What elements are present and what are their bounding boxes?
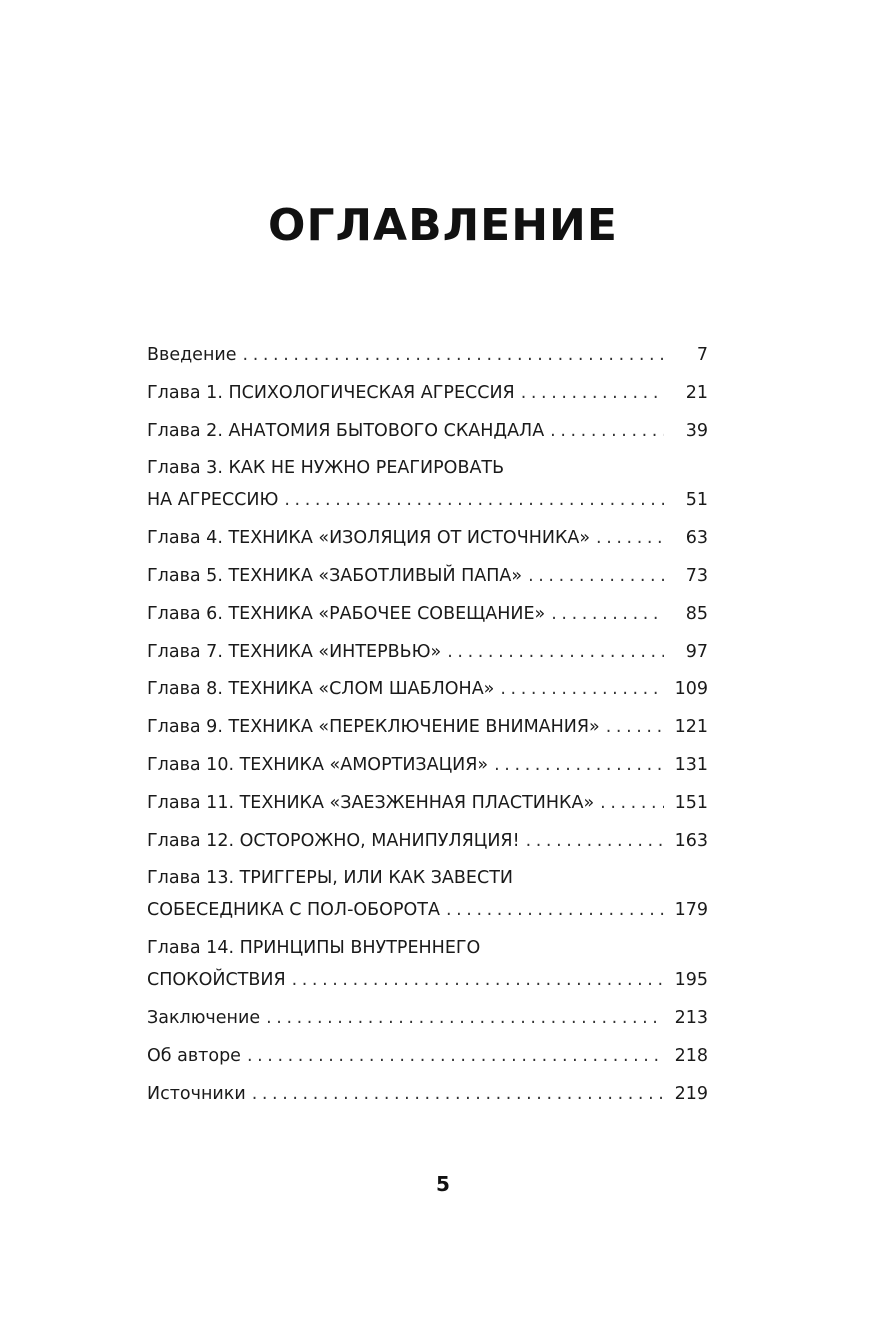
toc-dot-leader	[447, 636, 664, 668]
toc-line	[147, 1078, 708, 1110]
toc-entry-title: Глава 1. ПСИХОЛОГИЧЕСКАЯ АГРЕССИЯ	[147, 382, 515, 403]
toc-line	[147, 452, 708, 484]
toc-line	[147, 636, 708, 668]
toc-page-number: 179	[674, 900, 708, 921]
toc-dot-leader	[243, 339, 664, 371]
toc-dot-leader	[284, 484, 664, 516]
toc-dot-leader	[600, 787, 664, 819]
toc-entry[interactable]	[147, 1078, 708, 1110]
toc-entry-title: Глава 9. ТЕХНИКА «ПЕРЕКЛЮЧЕНИЕ ВНИМАНИЯ»	[147, 717, 600, 738]
toc-entry-title: Глава 11. ТЕХНИКА «ЗАЕЗЖЕННАЯ ПЛАСТИНКА»	[147, 792, 595, 813]
toc-entry-title: Глава 13. ТРИГГЕРЫ, ИЛИ КАК ЗАВЕСТИ	[147, 868, 513, 889]
toc-entry-title: Глава 8. ТЕХНИКА «СЛОМ ШАБЛОНА»	[147, 679, 495, 700]
toc-entry-title: Об авторе	[147, 1045, 241, 1066]
toc-dot-leader	[606, 711, 664, 743]
toc-page-number: 163	[674, 830, 708, 851]
toc-entry-title: СПОКОЙСТВИЯ	[147, 970, 286, 991]
toc-entry[interactable]	[147, 522, 708, 554]
toc-entry-title: Глава 4. ТЕХНИКА «ИЗОЛЯЦИЯ ОТ ИСТОЧНИКА»	[147, 528, 591, 549]
toc-page-number: 121	[674, 717, 708, 738]
toc-page-number: 85	[685, 603, 708, 624]
toc-page-number: 51	[685, 490, 708, 511]
toc-line	[147, 787, 708, 819]
toc-dot-leader	[292, 964, 664, 996]
toc-entry[interactable]	[147, 377, 708, 409]
toc-entry[interactable]	[147, 636, 708, 668]
toc-line	[147, 825, 708, 857]
toc-entry-title: Глава 5. ТЕХНИКА «ЗАБОТЛИВЫЙ ПАПА»	[147, 565, 523, 586]
toc-page-number: 218	[674, 1045, 708, 1066]
toc-page-number: 39	[685, 420, 708, 441]
toc-line	[147, 749, 708, 781]
toc-entry[interactable]	[147, 339, 708, 371]
toc-page-number: 97	[685, 641, 708, 662]
toc-entry[interactable]	[147, 862, 708, 926]
toc-entry[interactable]	[147, 673, 708, 705]
toc-line	[147, 1040, 708, 1072]
toc-line	[147, 377, 708, 409]
toc-page-number: 7	[696, 345, 708, 365]
toc-line	[147, 711, 708, 743]
toc-dot-leader	[252, 1078, 664, 1110]
toc-dot-leader	[526, 825, 664, 857]
toc-page-number: 73	[685, 565, 708, 586]
toc-page-number: 219	[674, 1083, 708, 1104]
toc-dot-leader	[528, 560, 664, 592]
toc-line	[147, 598, 708, 630]
toc-entry-title: Глава 3. КАК НЕ НУЖНО РЕАГИРОВАТЬ	[147, 458, 505, 479]
toc-dot-leader	[266, 1002, 664, 1034]
toc-entry[interactable]	[147, 932, 708, 996]
toc-entry[interactable]	[147, 787, 708, 819]
toc-page-number: 21	[685, 382, 708, 403]
page-title: ОГЛАВЛЕНИЕ	[268, 200, 618, 251]
toc-dot-leader	[247, 1040, 664, 1072]
toc-line	[147, 932, 708, 964]
toc-page-number: 63	[685, 528, 708, 549]
toc-page-number: 213	[674, 1007, 708, 1028]
toc-entry-title: Заключение	[147, 1007, 261, 1028]
toc-dot-leader	[494, 749, 664, 781]
toc-dot-leader	[596, 522, 664, 554]
toc-line	[147, 560, 708, 592]
toc-entry-title: Глава 10. ТЕХНИКА «АМОРТИЗАЦИЯ»	[147, 754, 489, 775]
toc-entry[interactable]	[147, 415, 708, 447]
toc-dot-leader	[550, 415, 664, 447]
toc-line	[147, 894, 708, 926]
toc-line	[147, 415, 708, 447]
toc-page-number: 109	[674, 679, 708, 700]
toc-dot-leader	[521, 377, 664, 409]
toc-dot-leader	[446, 894, 664, 926]
toc-entry[interactable]	[147, 749, 708, 781]
toc-entry[interactable]	[147, 1002, 708, 1034]
toc-entry-title: НА АГРЕССИЮ	[147, 490, 279, 511]
toc-line	[147, 673, 708, 705]
toc-line	[147, 339, 708, 371]
toc-entry[interactable]	[147, 598, 708, 630]
table-of-contents	[147, 339, 708, 1115]
toc-entry-title: Глава 14. ПРИНЦИПЫ ВНУТРЕННЕГО	[147, 938, 481, 959]
toc-entry-title: Глава 2. АНАТОМИЯ БЫТОВОГО СКАНДАЛА	[147, 420, 545, 441]
toc-entry-title: Источники	[147, 1083, 246, 1104]
toc-page-number: 131	[674, 754, 708, 775]
toc-line	[147, 484, 708, 516]
toc-entry-title: Глава 7. ТЕХНИКА «ИНТЕРВЬЮ»	[147, 641, 442, 662]
toc-entry[interactable]	[147, 711, 708, 743]
toc-entry[interactable]	[147, 1040, 708, 1072]
page-number: 5	[436, 1172, 450, 1196]
toc-line	[147, 522, 708, 554]
toc-entry[interactable]	[147, 560, 708, 592]
toc-entry-title: Глава 6. ТЕХНИКА «РАБОЧЕЕ СОВЕЩАНИЕ»	[147, 603, 546, 624]
toc-entry[interactable]	[147, 825, 708, 857]
toc-dot-leader	[500, 673, 664, 705]
toc-entry-title: Глава 12. ОСТОРОЖНО, МАНИПУЛЯЦИЯ!	[147, 830, 520, 851]
toc-entry[interactable]	[147, 452, 708, 516]
toc-line	[147, 862, 708, 894]
toc-page-number: 195	[674, 970, 708, 991]
toc-line	[147, 1002, 708, 1034]
toc-entry-title: СОБЕСЕДНИКА С ПОЛ-ОБОРОТА	[147, 900, 440, 921]
toc-page-number: 151	[674, 792, 708, 813]
toc-dot-leader	[551, 598, 664, 630]
toc-line	[147, 964, 708, 996]
toc-entry-title: Введение	[147, 345, 237, 365]
